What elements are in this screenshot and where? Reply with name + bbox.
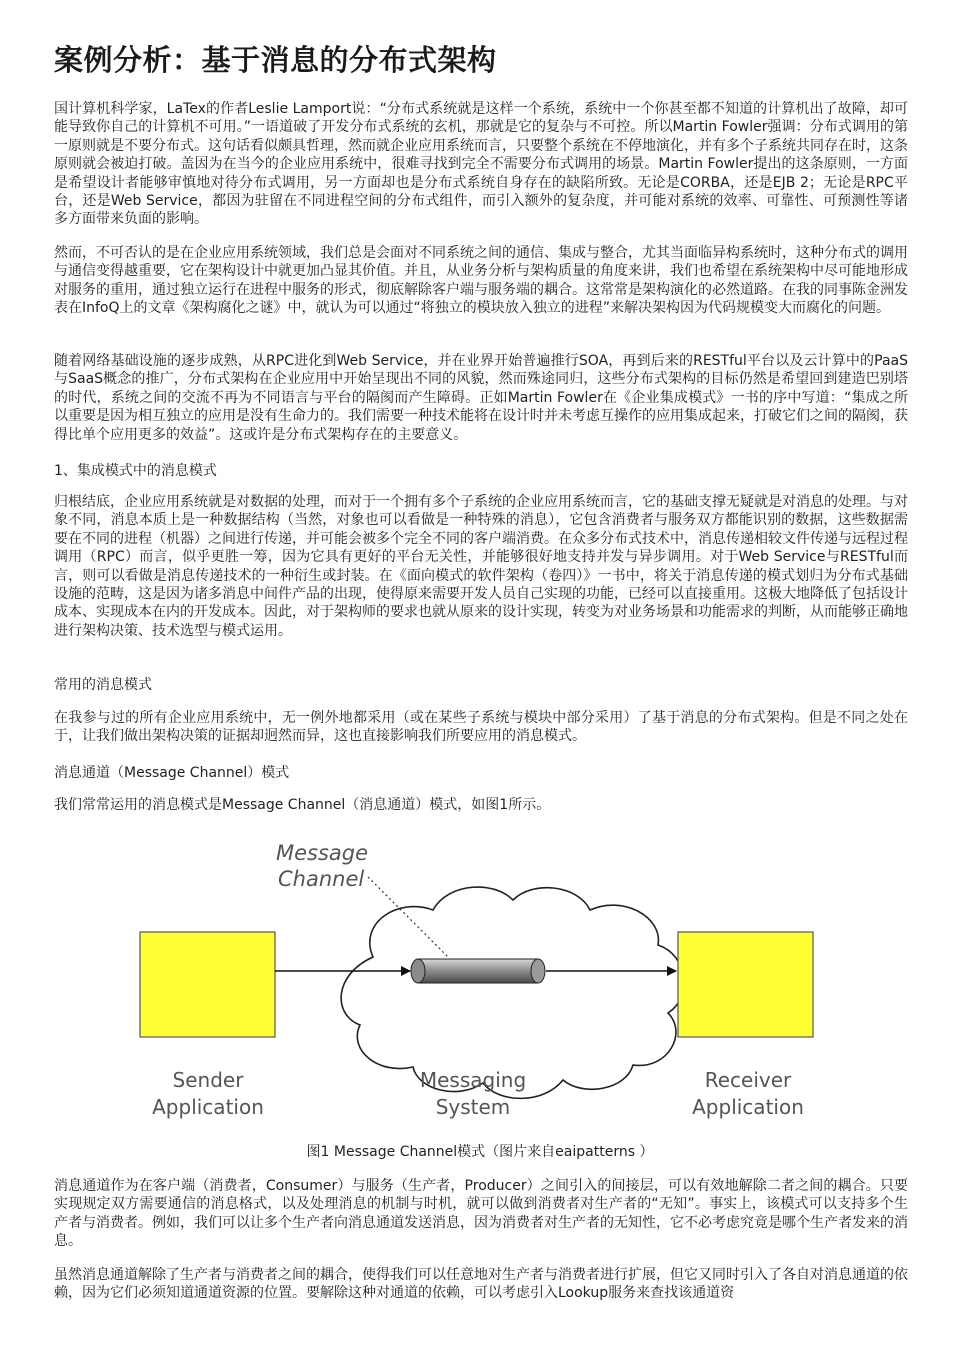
paragraph-integration: 然而，不可否认的是在企业应用系统领域，我们总是会面对不同系统之间的通信、集成与整合，尤其当面临异构系统时，这种分布式的调用与通信变得越重要，它在架构设计中就更加凸显其价值。并且，从业务分析与架构质量的角度来讲，我们也希望在系统架构中尽可能地形成对服务的重用，通过独立运行在进程中服务的形式，彻底解除客户端与服务端的耦合。这常常是架构演化的必然道路。在我的同事陈金洲发表在InfoQ上的文章《架构腐化之谜》中，就认为可以通过“将独立的模块放入独立的进程”来解决架构因为代码规模变大而腐化的问题。 <box>54 245 908 317</box>
paragraph-common-patterns: 在我参与过的所有企业应用系统中，无一例外地都采用（或在某些子系统与模块中部分采用）了基于消息的分布式架构。但是不同之处在于，让我们做出架构决策的证据却迥然而异，这也直接影响我们所要应用的消息模式。 <box>54 710 908 745</box>
paragraph-message-channel-intro: 我们常常运用的消息模式是Message Channel（消息通道）模式，如图1所示。 <box>54 797 551 813</box>
paragraph-channel-dependency: 虽然消息通道解除了生产者与消费者之间的耦合，使得我们可以任意地对生产者与消费者进行扩展，但它又同时引入了各自对消息通道的依赖，因为它们必须知道通道资源的位置。要解除这种对通道的依赖，可以考虑引入Lookup服务来查找该通道资 <box>54 1267 908 1302</box>
sender-label-line1: Sender <box>172 1068 244 1092</box>
channel-label-line2: Channel <box>278 867 365 891</box>
system-label-line1: Messaging <box>419 1068 527 1092</box>
system-label-line2: System <box>435 1095 511 1119</box>
receiver-label-line1: Receiver <box>704 1068 792 1092</box>
message-channel-diagram <box>128 835 828 1135</box>
section-heading-common-patterns: 常用的消息模式 <box>54 677 152 693</box>
channel-label-line1: Message <box>276 841 369 865</box>
section-heading-message-channel: 消息通道（Message Channel）模式 <box>54 765 290 781</box>
receiver-label-line2: Application <box>692 1095 804 1119</box>
section-heading-integration-patterns: 1、集成模式中的消息模式 <box>54 463 217 479</box>
paragraph-intro: 国计算机科学家，LaTex的作者Leslie Lamport说：“分布式系统就是这样一个系统，系统中一个你甚至都不知道的计算机出了故障，却可能导致你自己的计算机不可用。”一语道破了开发分布式系统的玄机，那就是它的复杂与不可控。所以Martin Fowler强调：分布式调用的第一原则就是不要分布式。这句话看似颇具哲理，然而就企业应用系统而言，只要整个系统在不停地演化，并有多个子系统共同存在时，这条原则就会被迫打破。盖因为在当今的企业应用系统中，很难寻找到完全不需要分布式调用的场景。Martin Fowler提出的这条原则，一方面是希望设计者能够审慎地对待分布式调用，另一方面却也是分布式系统自身存在的缺陷所致。无论是CORBA，还是EJB 2；无论是RPC平台，还是Web Service，都因为驻留在不同进程空间的分布式组件，而引入额外的复杂度，并可能对系统的效率、可靠性、可预测性等诸多方面带来负面的影响。 <box>54 101 908 228</box>
sender-application-box <box>140 932 275 1037</box>
figure-caption: 图1 Message Channel模式（图片来自eaipatterns ） <box>306 1144 654 1160</box>
paragraph-evolution: 随着网络基础设施的逐步成熟，从RPC进化到Web Service，并在业界开始普遍推行SOA，再到后来的RESTful平台以及云计算中的PaaS与SaaS概念的推广，分布式架构在企业应用中开始呈现出不同的风貌，然而殊途同归，这些分布式架构的目标仍然是希望回到建造巴别塔的时代，系统之间的交流不再为不同语言与平台的隔阂而产生障碍。正如Martin Fowler在《企业集成模式》一书的序中写道：“集成之所以重要是因为相互独立的应用是没有生命力的。我们需要一种技术能将在设计时并未考虑互操作的应用集成起来，打破它们之间的隔阂，获得比单个应用更多的效益”。这或许是分布式架构存在的主要意义。 <box>54 353 908 443</box>
sender-label-line2: Application <box>152 1095 264 1119</box>
paragraph-channel-decoupling: 消息通道作为在客户端（消费者，Consumer）与服务（生产者，Producer）之间引入的间接层，可以有效地解除二者之间的耦合。只要实现规定双方需要通信的消息格式，以及处理消息的机制与时机，就可以做到消费者对生产者的“无知”。事实上，该模式可以支持多个生产者与消费者。例如，我们可以让多个生产者向消息通道发送消息，因为消费者对生产者的无知性，它不必考虑究竟是哪个生产者发来的消息。 <box>54 1178 908 1250</box>
paragraph-message-processing: 归根结底，企业应用系统就是对数据的处理，而对于一个拥有多个子系统的企业应用系统而言，它的基础支撑无疑就是对消息的处理。与对象不同，消息本质上是一种数据结构（当然，对象也可以看做是一种特殊的消息），它包含消费者与服务双方都能识别的数据，这些数据需要在不同的进程（机器）之间进行传递，并可能会被多个完全不同的客户端消费。在众多分布式技术中，消息传递相较文件传递与远程过程调用（RPC）而言，似乎更胜一筹，因为它具有更好的平台无关性，并能够很好地支持并发与异步调用。对于Web Service与RESTful而言，则可以看做是消息传递技术的一种衍生或封装。在《面向模式的软件架构（卷四）》一书中，将关于消息传递的模式划归为分布式基础设施的范畴，这是因为诸多消息中间件产品的出现，使得原来需要开发人员自己实现的功能，已经可以直接重用。这极大地降低了包括设计成本、实现成本在内的开发成本。因此，对于架构师的要求也就从原来的设计实现，转变为对业务场景和功能需求的判断，从而能够正确地进行架构决策、技术选型与模式运用。 <box>54 494 908 639</box>
receiver-application-box <box>678 932 813 1037</box>
page-title: 案例分析：基于消息的分布式架构 <box>54 43 497 77</box>
message-channel-figure <box>128 835 828 1135</box>
messaging-system-cloud <box>341 887 684 1098</box>
channel-pipe-icon <box>411 959 545 983</box>
